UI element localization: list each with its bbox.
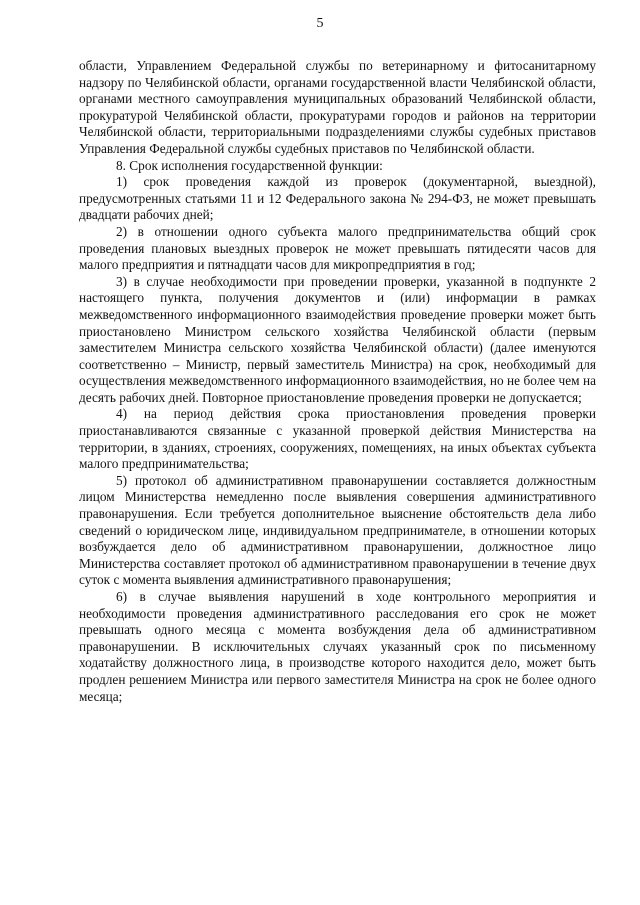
paragraph-item-2: 2) в отношении одного субъекта малого предпринимательства общий срок проведения плановых выездных проверок не может превышать пятидесяти часов для малого предприятия и пятнадцати часов для микропредприятия в год; (79, 223, 596, 273)
paragraph-item-3: 3) в случае необходимости при проведении проверки, указанной в подпункте 2 настоящего пункта, получения документов и (или) информации в рамках межведомственного информационного взаимодействия проведение проверки может быть приостановлено Министром сельского хозяйства Челябинской области (первым заместителем Министра сельского хозяйства Челябинской области) (далее именуются соответственно – Министр, первый заместитель Министра) на срок, необходимый для осуществления межведомственного информационного взаимодействия, но не более чем на десять рабочих дней. Повторное приостановление проведения проверки не допускается; (79, 273, 596, 405)
paragraph-section-8-heading: 8. Срок исполнения государственной функции: (116, 157, 383, 173)
paragraph-item-4: 4) на период действия срока приостановления проведения проверки приостанавливаются связанные с указанной проверкой действия Министерства на территории, в зданиях, строениях, сооружениях, помещениях, на иных объектах субъекта малого предпринимательства; (79, 406, 596, 472)
paragraph-continuation: области, Управлением Федеральной службы по ветеринарному и фитосанитарному надзору по Челябинской области, органами государственной власти Челябинской области, органами местного самоуправления муниципальных образований Челябинской области, прокуратурой Челябинской области, прокуратурами городов и районов на территории Челябинской области, территориальными подразделениями службы судебных приставов Управления Федеральной службы судебных приставов по Челябинской области. (79, 58, 596, 156)
paragraph-item-5: 5) протокол об административном правонарушении составляется должностным лицом Министерства немедленно после выявления совершения административного правонарушения. Если требуется дополнительное выяснение обстоятельств дела либо сведений о юридическом лице, индивидуальном предпринимателе, в отношении которых возбуждается дело об административном правонарушении, должностное лицо Министерства составляет протокол об административном правонарушении в течение двух суток с момента выявления административного правонарушения; (79, 472, 596, 588)
page-number: 5 (316, 16, 324, 31)
paragraph-item-6: 6) в случае выявления нарушений в ходе контрольного мероприятия и необходимости проведения административного расследования его срок не может превышать одного месяца с момента возбуждения дела об административном правонарушении. В исключительных случаях указанный срок по письменному ходатайству должностного лица, в производстве которого находится дело, может быть продлен решением Министра или первого заместителя Министра на срок не более одного месяца; (79, 589, 596, 704)
document-body (79, 58, 596, 705)
paragraph-item-1: 1) срок проведения каждой из проверок (документарной, выездной), предусмотренных статьями 11 и 12 Федерального закона № 294-ФЗ, не может превышать двадцати рабочих дней; (79, 174, 596, 223)
